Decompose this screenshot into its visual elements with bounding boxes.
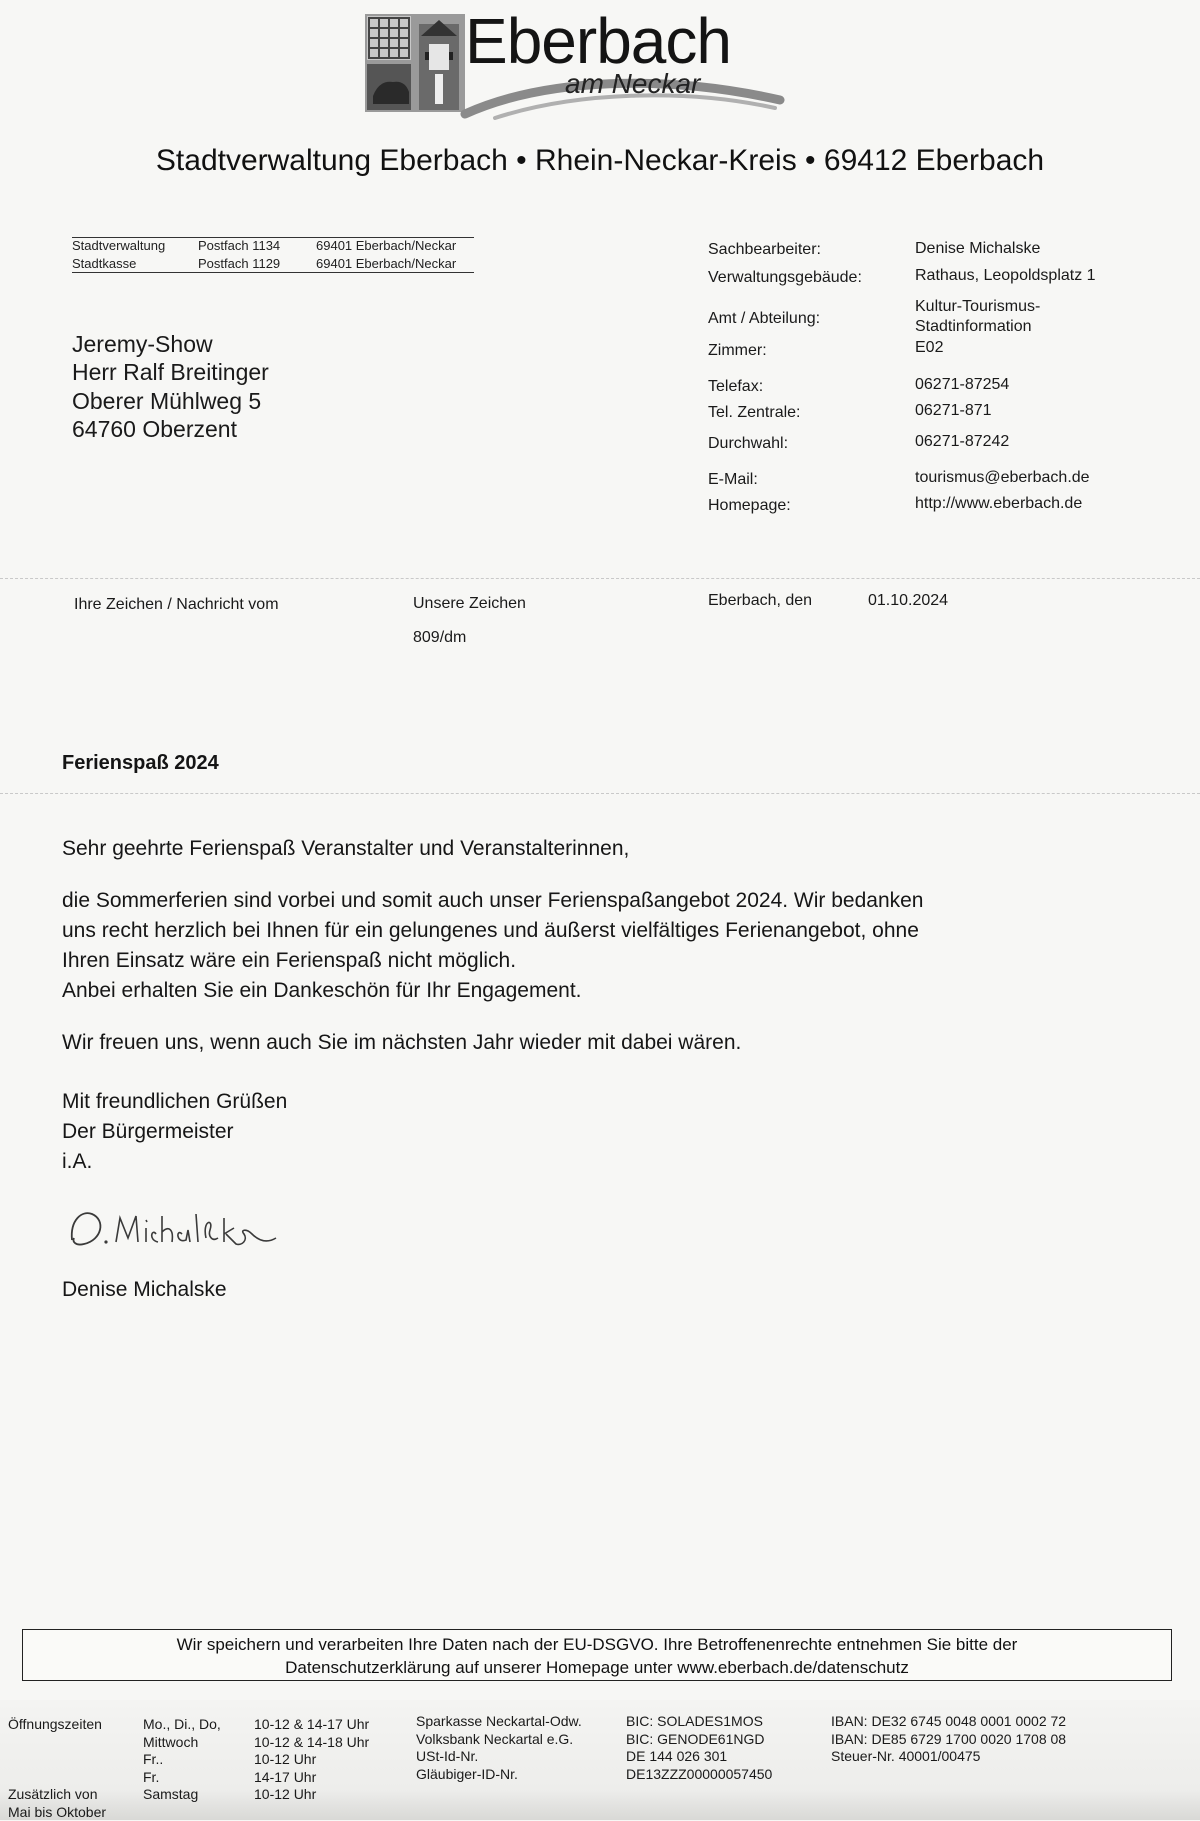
footer-bic: BIC: SOLADES1MOS BIC: GENODE61NGD DE 144 026 301 DE13ZZZ00000057450 [626, 1713, 773, 1782]
letterhead: Stadtverwaltung Eberbach • Rhein-Neckar-Kreis • 69412 Eberbach [155, 144, 1045, 177]
sender-underline [72, 272, 474, 273]
durchwahl-value: 06271-87242 [915, 433, 1010, 450]
paragraph-line: Anbei erhalten Sie ein Dankeschön für Ihr Engagement. [62, 979, 582, 1002]
logo-title: Eberbach [465, 5, 731, 77]
signer-name: Denise Michalske [62, 1278, 227, 1301]
sender-postfach: Postfach 1134 [198, 238, 281, 253]
unsere-zeichen-value: 809/dm [413, 629, 467, 646]
amt-value-line1: Kultur-Tourismus- [915, 298, 1041, 315]
gebaeude-value: Rathaus, Leopoldsplatz 1 [915, 267, 1096, 284]
closing-greeting: Mit freundlichen Grüßen [62, 1090, 288, 1113]
privacy-line-2: Datenschutzerklärung auf unserer Homepage unter www.eberbach.de/datenschutz [285, 1658, 909, 1677]
paragraph-line: die Sommerferien sind vorbei und somit auch unser Ferienspaßangebot 2024. Wir bedanken [62, 889, 924, 912]
letter-subject: Ferienspaß 2024 [62, 752, 219, 774]
closing-ia: i.A. [62, 1150, 93, 1173]
paragraph-line: uns recht herzlich bei Ihnen für ein gelungenes und äußerst vielfältiges Ferienangebot, ohne [62, 919, 919, 942]
telefax-label: Telefax: [708, 378, 764, 395]
privacy-line-1: Wir speichern und verarbeiten Ihre Daten nach der EU-DSGVO. Ihre Betroffenenrechte entnehmen Sie bitte der [176, 1635, 1018, 1654]
footer-banks: Sparkasse Neckartal-Odw. Volksbank Neckartal e.G. USt-Id-Nr. Gläubiger-ID-Nr. [416, 1713, 582, 1782]
zentrale-label: Tel. Zentrale: [708, 404, 801, 421]
gebaeude-label: Verwaltungsgebäude: [708, 269, 862, 286]
footer-opening-labels: Öffnungszeiten Zusätzlich von Mai bis Oktober [8, 1716, 107, 1820]
email-label: E-Mail: [708, 471, 758, 488]
privacy-notice-box [22, 1629, 1172, 1681]
zentrale-value: 06271-871 [915, 402, 992, 419]
email-value: tourismus@eberbach.de [915, 469, 1090, 486]
eberbach-coat-of-arms-logo [365, 14, 465, 112]
recipient-city: 64760 Oberzent [72, 416, 237, 442]
zimmer-label: Zimmer: [708, 342, 767, 359]
recipient-street: Oberer Mühlweg 5 [72, 388, 262, 414]
paragraph-line: Ihren Einsatz wäre ein Ferienspaß nicht möglich. [62, 949, 517, 972]
amt-value-line2: Stadtinformation [915, 318, 1032, 335]
recipient-name: Herr Ralf Breitinger [72, 359, 269, 385]
ihre-zeichen-label: Ihre Zeichen / Nachricht vom [74, 596, 279, 613]
letter-date: 01.10.2024 [868, 592, 949, 609]
handwritten-signature [62, 1200, 322, 1260]
amt-label: Amt / Abteilung: [708, 310, 821, 327]
sachbearbeiter-label: Sachbearbeiter: [708, 241, 821, 258]
sender-name: Stadtverwaltung [72, 238, 166, 253]
closing-title: Der Bürgermeister [62, 1120, 234, 1143]
homepage-value: http://www.eberbach.de [915, 495, 1083, 512]
sender-name: Stadtkasse [72, 256, 137, 271]
date-place-label: Eberbach, den [708, 592, 813, 609]
logo-subtitle: am Neckar [565, 68, 701, 99]
durchwahl-label: Durchwahl: [708, 435, 789, 452]
sender-postfach: Postfach 1129 [198, 256, 281, 271]
homepage-label: Homepage: [708, 497, 791, 514]
fold-line [0, 793, 1200, 794]
fold-line [0, 578, 1200, 579]
unsere-zeichen-label: Unsere Zeichen [413, 595, 526, 612]
sender-city: 69401 Eberbach/Neckar [316, 256, 457, 271]
telefax-value: 06271-87254 [915, 376, 1010, 393]
salutation: Sehr geehrte Ferienspaß Veranstalter und Veranstalterinnen, [62, 837, 630, 860]
sachbearbeiter-value: Denise Michalske [915, 240, 1041, 257]
recipient-company: Jeremy-Show [72, 331, 213, 357]
sender-city: 69401 Eberbach/Neckar [316, 238, 457, 253]
zimmer-value: E02 [915, 339, 944, 356]
paragraph-2: Wir freuen uns, wenn auch Sie im nächsten Jahr wieder mit dabei wären. [62, 1031, 742, 1054]
footer-iban: IBAN: DE32 6745 0048 0001 0002 72 IBAN: DE85 6729 1700 0020 1708 08 Steuer-Nr. 40001/00475 [831, 1713, 1067, 1764]
footer-opening-days: Mo., Di., Do, Mittwoch Fr.. Fr. Samstag [143, 1716, 221, 1802]
footer-opening-hours: 10-12 & 14-17 Uhr 10-12 & 14-18 Uhr 10-12 Uhr 14-17 Uhr 10-12 Uhr [254, 1716, 370, 1802]
